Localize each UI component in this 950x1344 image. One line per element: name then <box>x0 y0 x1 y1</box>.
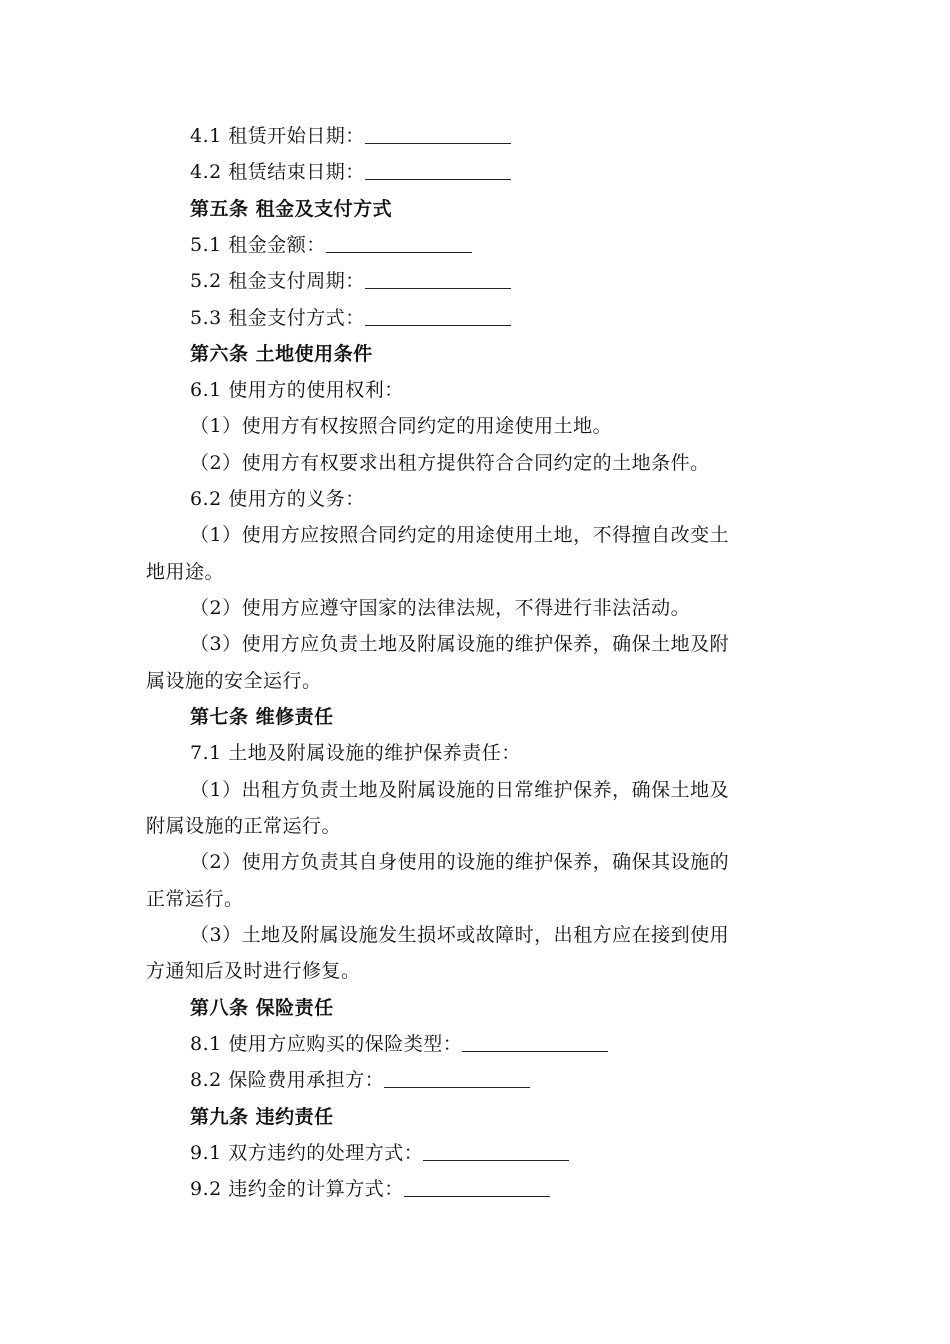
article-6-heading: 第六条 土地使用条件 <box>190 343 373 365</box>
clause-7-1: 7.1 土地及附属设施的维护保养责任： <box>190 742 521 764</box>
clause-5-3 <box>190 305 511 331</box>
clause-8-1 <box>190 1031 608 1057</box>
clause-5-2-text: 5.2 租金支付周期： <box>190 270 365 292</box>
clause-8-2-blank[interactable] <box>384 1069 530 1088</box>
clause-7-1-item-1: （1）出租方负责土地及附属设施的日常维护保养，确保土地及 <box>190 779 730 801</box>
clause-8-1-text: 8.1 使用方应购买的保险类型： <box>190 1033 463 1055</box>
clause-8-2 <box>190 1067 530 1093</box>
clause-7-1-item-3: （3）土地及附属设施发生损坏或故障时，出租方应在接到使用 <box>190 924 730 946</box>
article-8-heading: 第八条 保险责任 <box>190 997 334 1019</box>
clause-5-3-blank[interactable] <box>365 307 511 326</box>
clause-9-2-blank[interactable] <box>404 1178 550 1197</box>
clause-7-1-item-1-cont: 附属设施的正常运行。 <box>146 815 342 837</box>
clause-9-1-blank[interactable] <box>423 1142 569 1161</box>
clause-5-1 <box>190 232 472 258</box>
clause-9-1 <box>190 1140 569 1166</box>
clause-6-2-item-2: （2）使用方应遵守国家的法律法规，不得进行非法活动。 <box>190 597 691 619</box>
clause-4-2-blank[interactable] <box>365 161 511 180</box>
clause-6-2-item-1-cont: 地用途。 <box>146 561 225 583</box>
clause-8-2-text: 8.2 保险费用承担方： <box>190 1069 385 1091</box>
clause-4-2-text: 4.2 租赁结束日期： <box>190 161 365 183</box>
clause-6-2-item-3: （3）使用方应负责土地及附属设施的维护保养，确保土地及附 <box>190 633 730 655</box>
clause-5-2 <box>190 268 511 294</box>
clause-5-1-blank[interactable] <box>326 234 472 253</box>
clause-9-1-text: 9.1 双方违约的处理方式： <box>190 1142 424 1164</box>
article-7-heading: 第七条 维修责任 <box>190 706 334 728</box>
clause-8-1-blank[interactable] <box>462 1033 608 1052</box>
clause-6-2: 6.2 使用方的义务： <box>190 488 365 510</box>
clause-6-2-item-3-cont: 属设施的安全运行。 <box>146 670 322 692</box>
clause-6-1-item-2: （2）使用方有权要求出租方提供符合合同约定的土地条件。 <box>190 452 710 474</box>
clause-4-2 <box>190 159 511 185</box>
clause-7-1-item-2-cont: 正常运行。 <box>146 888 244 910</box>
clause-6-2-item-1: （1）使用方应按照合同约定的用途使用土地，不得擅自改变土 <box>190 524 730 546</box>
clause-9-2-text: 9.2 违约金的计算方式： <box>190 1178 404 1200</box>
clause-4-1-text: 4.1 租赁开始日期： <box>190 125 365 147</box>
clause-5-1-text: 5.1 租金金额： <box>190 234 326 256</box>
clause-7-1-item-3-cont: 方通知后及时进行修复。 <box>146 960 361 982</box>
clause-6-1: 6.1 使用方的使用权利： <box>190 379 404 401</box>
clause-4-1 <box>190 123 511 149</box>
article-5-heading: 第五条 租金及支付方式 <box>190 198 393 220</box>
clause-5-2-blank[interactable] <box>365 270 511 289</box>
clause-6-1-item-1: （1）使用方有权按照合同约定的用途使用土地。 <box>190 415 613 437</box>
clause-4-1-blank[interactable] <box>365 125 511 144</box>
clause-9-2 <box>190 1176 550 1202</box>
clause-7-1-item-2: （2）使用方负责其自身使用的设施的维护保养，确保其设施的 <box>190 851 730 873</box>
clause-5-3-text: 5.3 租金支付方式： <box>190 307 365 329</box>
article-9-heading: 第九条 违约责任 <box>190 1106 334 1128</box>
